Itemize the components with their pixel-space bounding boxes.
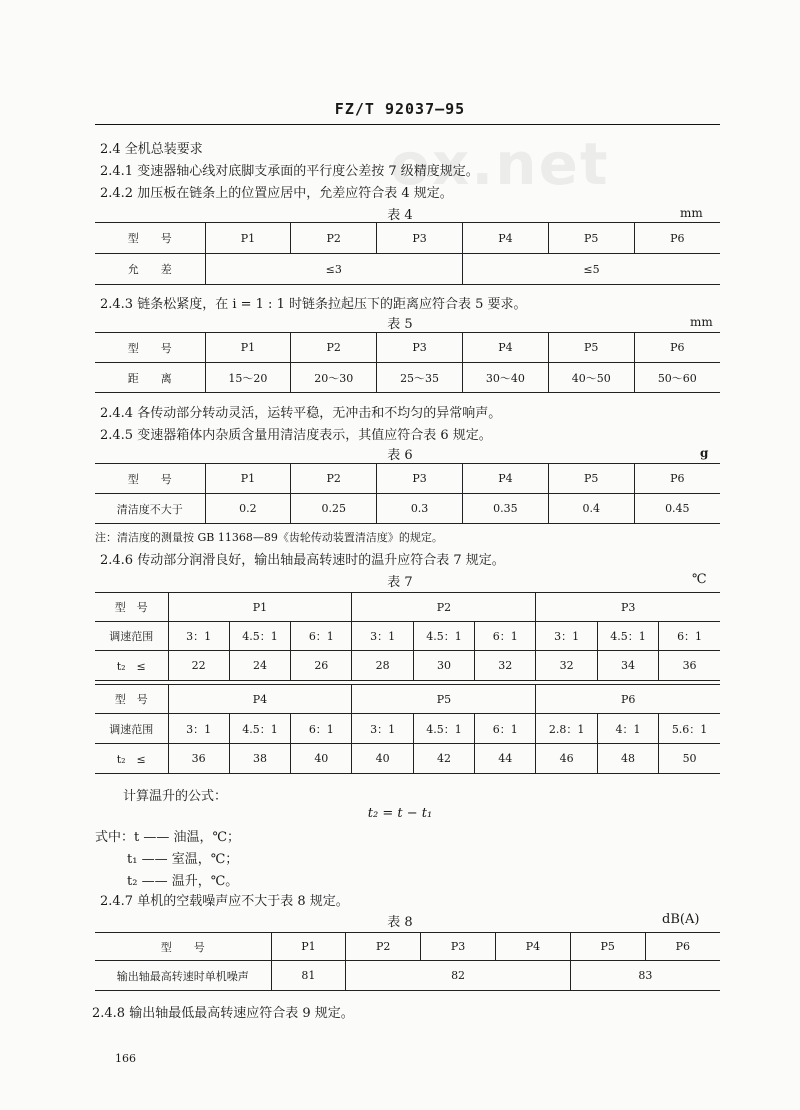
table-cell: 44 — [475, 744, 536, 774]
table-cell: 5.6：1 — [659, 714, 720, 744]
table-cell: 25～35 — [377, 363, 463, 393]
formula-equation: t₂ = t − t₁ — [367, 806, 433, 821]
section-2-4: 2.4 全机总装要求 — [100, 142, 203, 157]
table-row — [95, 961, 720, 991]
table-cell: t₂ ≤ — [95, 651, 168, 681]
table-cell: 3：1 — [352, 714, 413, 744]
table-header-cell: P5 — [548, 223, 634, 254]
table5 — [95, 332, 720, 393]
table-cell: 40 — [352, 744, 413, 774]
table-cell: 50～60 — [634, 363, 720, 393]
table-cell: 0.25 — [291, 494, 377, 524]
table-cell: 22 — [168, 651, 229, 681]
table-cell: 0.4 — [548, 494, 634, 524]
table-cell: 26 — [291, 651, 352, 681]
table4-unit: mm — [680, 206, 703, 220]
table-cell: 82 — [346, 961, 570, 991]
table-header-cell: P3 — [377, 223, 463, 254]
table-row — [95, 494, 720, 524]
page-header: FZ/T 92037—95 — [334, 100, 466, 118]
table7-block2 — [95, 684, 720, 774]
table-header-cell: P4 — [168, 685, 352, 714]
table-cell: 20～30 — [291, 363, 377, 393]
table-cell: 4：1 — [597, 714, 658, 744]
table-header-cell: P1 — [271, 933, 346, 961]
table-header-cell: P3 — [377, 464, 463, 494]
table-header-cell: P6 — [634, 223, 720, 254]
table7-unit: ℃ — [692, 572, 707, 587]
table-cell: 83 — [570, 961, 720, 991]
table-row — [95, 651, 720, 681]
table-cell: 4.5：1 — [229, 714, 290, 744]
table-cell: 36 — [659, 651, 720, 681]
table-cell: 0.2 — [205, 494, 291, 524]
table-header-cell: 型 号 — [95, 223, 205, 254]
table-header-cell: P2 — [352, 593, 536, 622]
table-cell: 6：1 — [475, 714, 536, 744]
table-cell: 48 — [597, 744, 658, 774]
table-header-cell: P1 — [205, 464, 291, 494]
table5-unit: mm — [690, 315, 713, 329]
table-header-cell: P1 — [205, 223, 291, 254]
section-2-4-4: 2.4.4 各传动部分转动灵活，运转平稳，无冲击和不均匀的异常响声。 — [100, 406, 502, 421]
table-cell: 40～50 — [548, 363, 634, 393]
table-header-cell: P4 — [495, 933, 570, 961]
table-header-cell: P5 — [548, 333, 634, 363]
table-cell: t₂ ≤ — [95, 744, 168, 774]
table-cell: 4.5：1 — [413, 622, 474, 651]
section-2-4-7: 2.4.7 单机的空载噪声应不大于表 8 规定。 — [100, 894, 349, 909]
table-header-cell: P6 — [645, 933, 720, 961]
table-cell: 4.5：1 — [229, 622, 290, 651]
table-header-cell: 型 号 — [95, 685, 168, 714]
header-rule — [95, 124, 720, 125]
section-2-4-5: 2.4.5 变速器箱体内杂质含量用清洁度表示，其值应符合表 6 规定。 — [100, 428, 492, 443]
table6-caption: 表 6 — [387, 448, 413, 463]
table-row — [95, 622, 720, 651]
table-cell: 3：1 — [168, 622, 229, 651]
table-header-cell: 型 号 — [95, 464, 205, 494]
table-header-cell: P4 — [462, 333, 548, 363]
table-header-cell: 型 号 — [95, 933, 271, 961]
table-cell: 36 — [168, 744, 229, 774]
section-2-4-1: 2.4.1 变速器轴心线对底脚支承面的平行度公差按 7 级精度规定。 — [100, 164, 479, 179]
table-header-cell: P2 — [346, 933, 421, 961]
table-cell: 30 — [413, 651, 474, 681]
table-header-cell: P1 — [168, 593, 352, 622]
table6-unit: g — [700, 446, 709, 460]
table-cell: 6：1 — [291, 622, 352, 651]
table-cell: 81 — [271, 961, 346, 991]
table-cell: 调速范围 — [95, 714, 168, 744]
table-header-cell: P6 — [536, 685, 720, 714]
table8 — [95, 932, 720, 991]
watermark: ox.net — [390, 130, 610, 198]
table-cell: 42 — [413, 744, 474, 774]
table-header-cell: P4 — [462, 223, 548, 254]
table-row — [95, 363, 720, 393]
table-header-cell: 型 号 — [95, 593, 168, 622]
table-header-cell: P5 — [570, 933, 645, 961]
table-cell: 3：1 — [536, 622, 597, 651]
table-cell: 15～20 — [205, 363, 291, 393]
table-cell: 32 — [536, 651, 597, 681]
table-header-cell: P2 — [291, 464, 377, 494]
table-cell: 0.3 — [377, 494, 463, 524]
table-header-cell: P3 — [536, 593, 720, 622]
section-2-4-3: 2.4.3 链条松紧度，在 i = 1 : 1 时链条拉起压下的距离应符合表 5 要求。 — [100, 297, 527, 312]
table-cell: 清洁度不大于 — [95, 494, 205, 524]
table7-header-row — [95, 593, 720, 622]
section-2-4-8: 2.4.8 输出轴最低最高转速应符合表 9 规定。 — [92, 1006, 354, 1021]
table-cell: 6：1 — [291, 714, 352, 744]
table-cell: 38 — [229, 744, 290, 774]
table6-header-row — [95, 464, 720, 494]
table-cell: 50 — [659, 744, 720, 774]
table5-header-row — [95, 333, 720, 363]
table4-header-row — [95, 223, 720, 254]
table-cell: 3：1 — [352, 622, 413, 651]
table-cell: ≤5 — [462, 254, 720, 285]
formula-where-2: t₁ —— 室温，℃； — [127, 852, 239, 867]
table-header-cell: P1 — [205, 333, 291, 363]
table-header-cell: P3 — [421, 933, 496, 961]
table-row — [95, 714, 720, 744]
table-header-cell: P2 — [291, 333, 377, 363]
table-header-cell: 型 号 — [95, 333, 205, 363]
table-cell: 调速范围 — [95, 622, 168, 651]
formula-intro: 计算温升的公式： — [123, 789, 228, 804]
table7-header-row — [95, 685, 720, 714]
table-cell: 0.45 — [634, 494, 720, 524]
table4 — [95, 222, 720, 285]
table-cell: ≤3 — [205, 254, 462, 285]
table-cell: 4.5：1 — [597, 622, 658, 651]
table-cell: 4.5：1 — [413, 714, 474, 744]
section-2-4-2: 2.4.2 加压板在链条上的位置应居中，允差应符合表 4 规定。 — [100, 186, 453, 201]
table-cell: 0.35 — [462, 494, 548, 524]
section-2-4-6: 2.4.6 传动部分润滑良好，输出轴最高转速时的温升应符合表 7 规定。 — [100, 553, 505, 568]
table-cell: 6：1 — [475, 622, 536, 651]
table6 — [95, 463, 720, 524]
table-header-cell: P2 — [291, 223, 377, 254]
table-row — [95, 744, 720, 774]
table-cell: 距 离 — [95, 363, 205, 393]
table-header-cell: P5 — [548, 464, 634, 494]
table-cell: 输出轴最高转速时单机噪声 — [95, 961, 271, 991]
table4-caption: 表 4 — [387, 208, 413, 223]
table-header-cell: P5 — [352, 685, 536, 714]
table-cell: 30～40 — [462, 363, 548, 393]
table-cell: 32 — [475, 651, 536, 681]
table-header-cell: P4 — [462, 464, 548, 494]
table7-caption: 表 7 — [387, 575, 413, 590]
table-cell: 6：1 — [659, 622, 720, 651]
table8-unit: dB(A) — [662, 912, 700, 927]
formula-where-3: t₂ —— 温升，℃。 — [127, 874, 239, 889]
table7-block1 — [95, 592, 720, 681]
table8-caption: 表 8 — [387, 915, 413, 930]
table-cell: 40 — [291, 744, 352, 774]
table-header-cell: P6 — [634, 333, 720, 363]
table-header-cell: P3 — [377, 333, 463, 363]
table-cell: 24 — [229, 651, 290, 681]
table5-caption: 表 5 — [387, 317, 413, 332]
table-row — [95, 254, 720, 285]
table8-header-row — [95, 933, 720, 961]
table-cell: 46 — [536, 744, 597, 774]
table-cell: 34 — [597, 651, 658, 681]
table-header-cell: P6 — [634, 464, 720, 494]
formula-where-1: 式中：t —— 油温，℃； — [95, 830, 241, 845]
table-cell: 3：1 — [168, 714, 229, 744]
page-number: 166 — [115, 1052, 136, 1065]
table-cell: 28 — [352, 651, 413, 681]
table6-note: 注：清洁度的测量按 GB 11368—89《齿轮传动装置清洁度》的规定。 — [95, 531, 443, 544]
table-cell: 允 差 — [95, 254, 205, 285]
table-cell: 2.8：1 — [536, 714, 597, 744]
